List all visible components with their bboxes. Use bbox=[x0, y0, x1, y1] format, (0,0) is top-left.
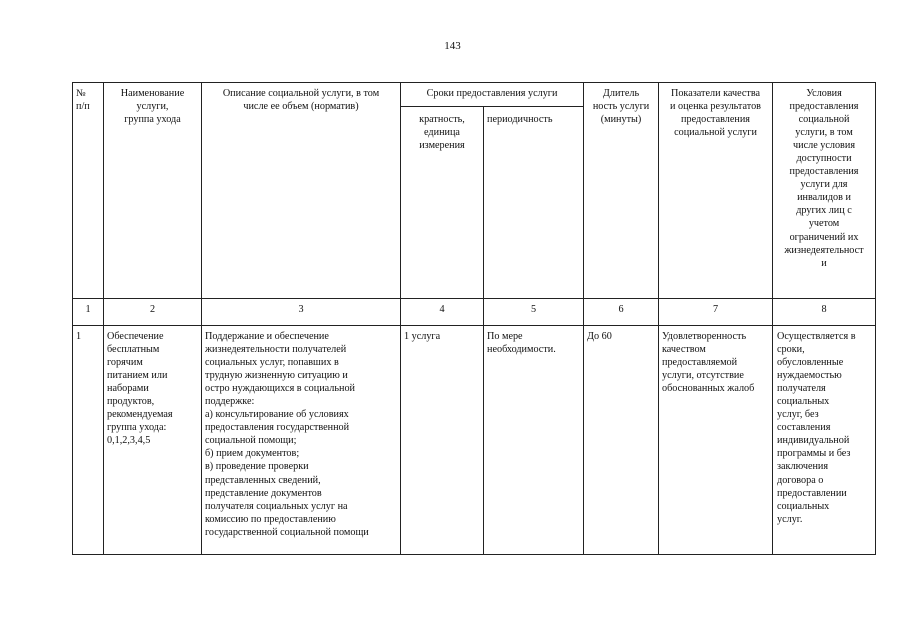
column-number-4: 4 bbox=[401, 299, 484, 326]
header-col-conditions-text: Условия предоставления социальной услуги, в том числе условия доступности предоставления услуги для инвалидов и других лиц с учетом ограничений их жизнедеятельност и bbox=[784, 88, 864, 269]
page-number: 143 bbox=[444, 40, 461, 52]
column-number-7: 7 bbox=[659, 299, 773, 326]
header-col-quality-text: Показатели качества и оценка результатов предоставления социальной услуги bbox=[670, 88, 761, 139]
header-col-number-text: № п/п bbox=[76, 88, 90, 113]
row-conditions-text: Осуществляется в сроки, обусловленные нуждаемостью получателя социальных услуг, без составления индивидуальной программы и без заключения договора о предоставлении социальных услуг. bbox=[777, 331, 856, 525]
header-col-description-text: Описание социальной услуги, в том числе ее объем (норматив) bbox=[222, 88, 380, 113]
row-description-text: Поддержание и обеспечение жизнедеятельности получателей социальных услуг, попавших в трудную жизненную ситуацию и остро нуждающихся в социальной поддержке: а) консультирование об условиях предоставления государственной социальной помощи; б) прием документов; в) проведение проверки представленных сведений, представление документов получателя социальных услуг на комиссию по предоставлению государственной социальной помощи bbox=[205, 331, 369, 538]
column-number-6: 6 bbox=[584, 299, 659, 326]
row-quality bbox=[659, 326, 773, 555]
table-row bbox=[73, 326, 876, 555]
header-col-name-text: Наименование услуги, группа ухода bbox=[120, 88, 185, 126]
header-col-periodicity bbox=[484, 107, 584, 299]
header-col-periodicity-text: периодичность bbox=[487, 114, 553, 125]
row-duration bbox=[584, 326, 659, 555]
column-number-2: 2 bbox=[104, 299, 202, 326]
row-multiplicity-text: 1 услуга bbox=[404, 331, 441, 342]
row-service-name bbox=[104, 326, 202, 555]
row-number-text: 1 bbox=[76, 331, 82, 342]
header-col-name bbox=[104, 83, 202, 299]
header-col-description bbox=[202, 83, 401, 299]
row-number bbox=[73, 326, 104, 555]
header-col-number bbox=[73, 83, 104, 299]
column-numbers-row bbox=[73, 299, 876, 326]
header-row bbox=[73, 83, 876, 107]
row-quality-text: Удовлетворенность качеством предоставляемой услуги, отсутствие обоснованных жалоб bbox=[662, 331, 755, 395]
header-col-multiplicity-text: кратность, единица измерения bbox=[419, 114, 465, 152]
row-duration-text: До 60 bbox=[587, 331, 612, 342]
header-col-duration-text: Длитель ность услуги (минуты) bbox=[592, 88, 650, 126]
row-periodicity-text: По мере необходимости. bbox=[487, 331, 556, 356]
column-number-3: 3 bbox=[202, 299, 401, 326]
row-multiplicity bbox=[401, 326, 484, 555]
services-table bbox=[72, 82, 876, 555]
column-number-8: 8 bbox=[773, 299, 876, 326]
header-col-conditions bbox=[773, 83, 876, 299]
header-col-duration bbox=[584, 83, 659, 299]
header-col-terms-group-text: Сроки предоставления услуги bbox=[426, 88, 558, 99]
header-col-terms-group bbox=[401, 83, 584, 107]
column-number-5: 5 bbox=[484, 299, 584, 326]
column-number-1: 1 bbox=[73, 299, 104, 326]
row-service-name-text: Обеспечение бесплатным горячим питанием или наборами продуктов, рекомендуемая группа ухода: 0,1,2,3,4,5 bbox=[107, 331, 173, 447]
row-description bbox=[202, 326, 401, 555]
header-col-quality bbox=[659, 83, 773, 299]
header-col-multiplicity bbox=[401, 107, 484, 299]
row-conditions bbox=[773, 326, 876, 555]
row-periodicity bbox=[484, 326, 584, 555]
